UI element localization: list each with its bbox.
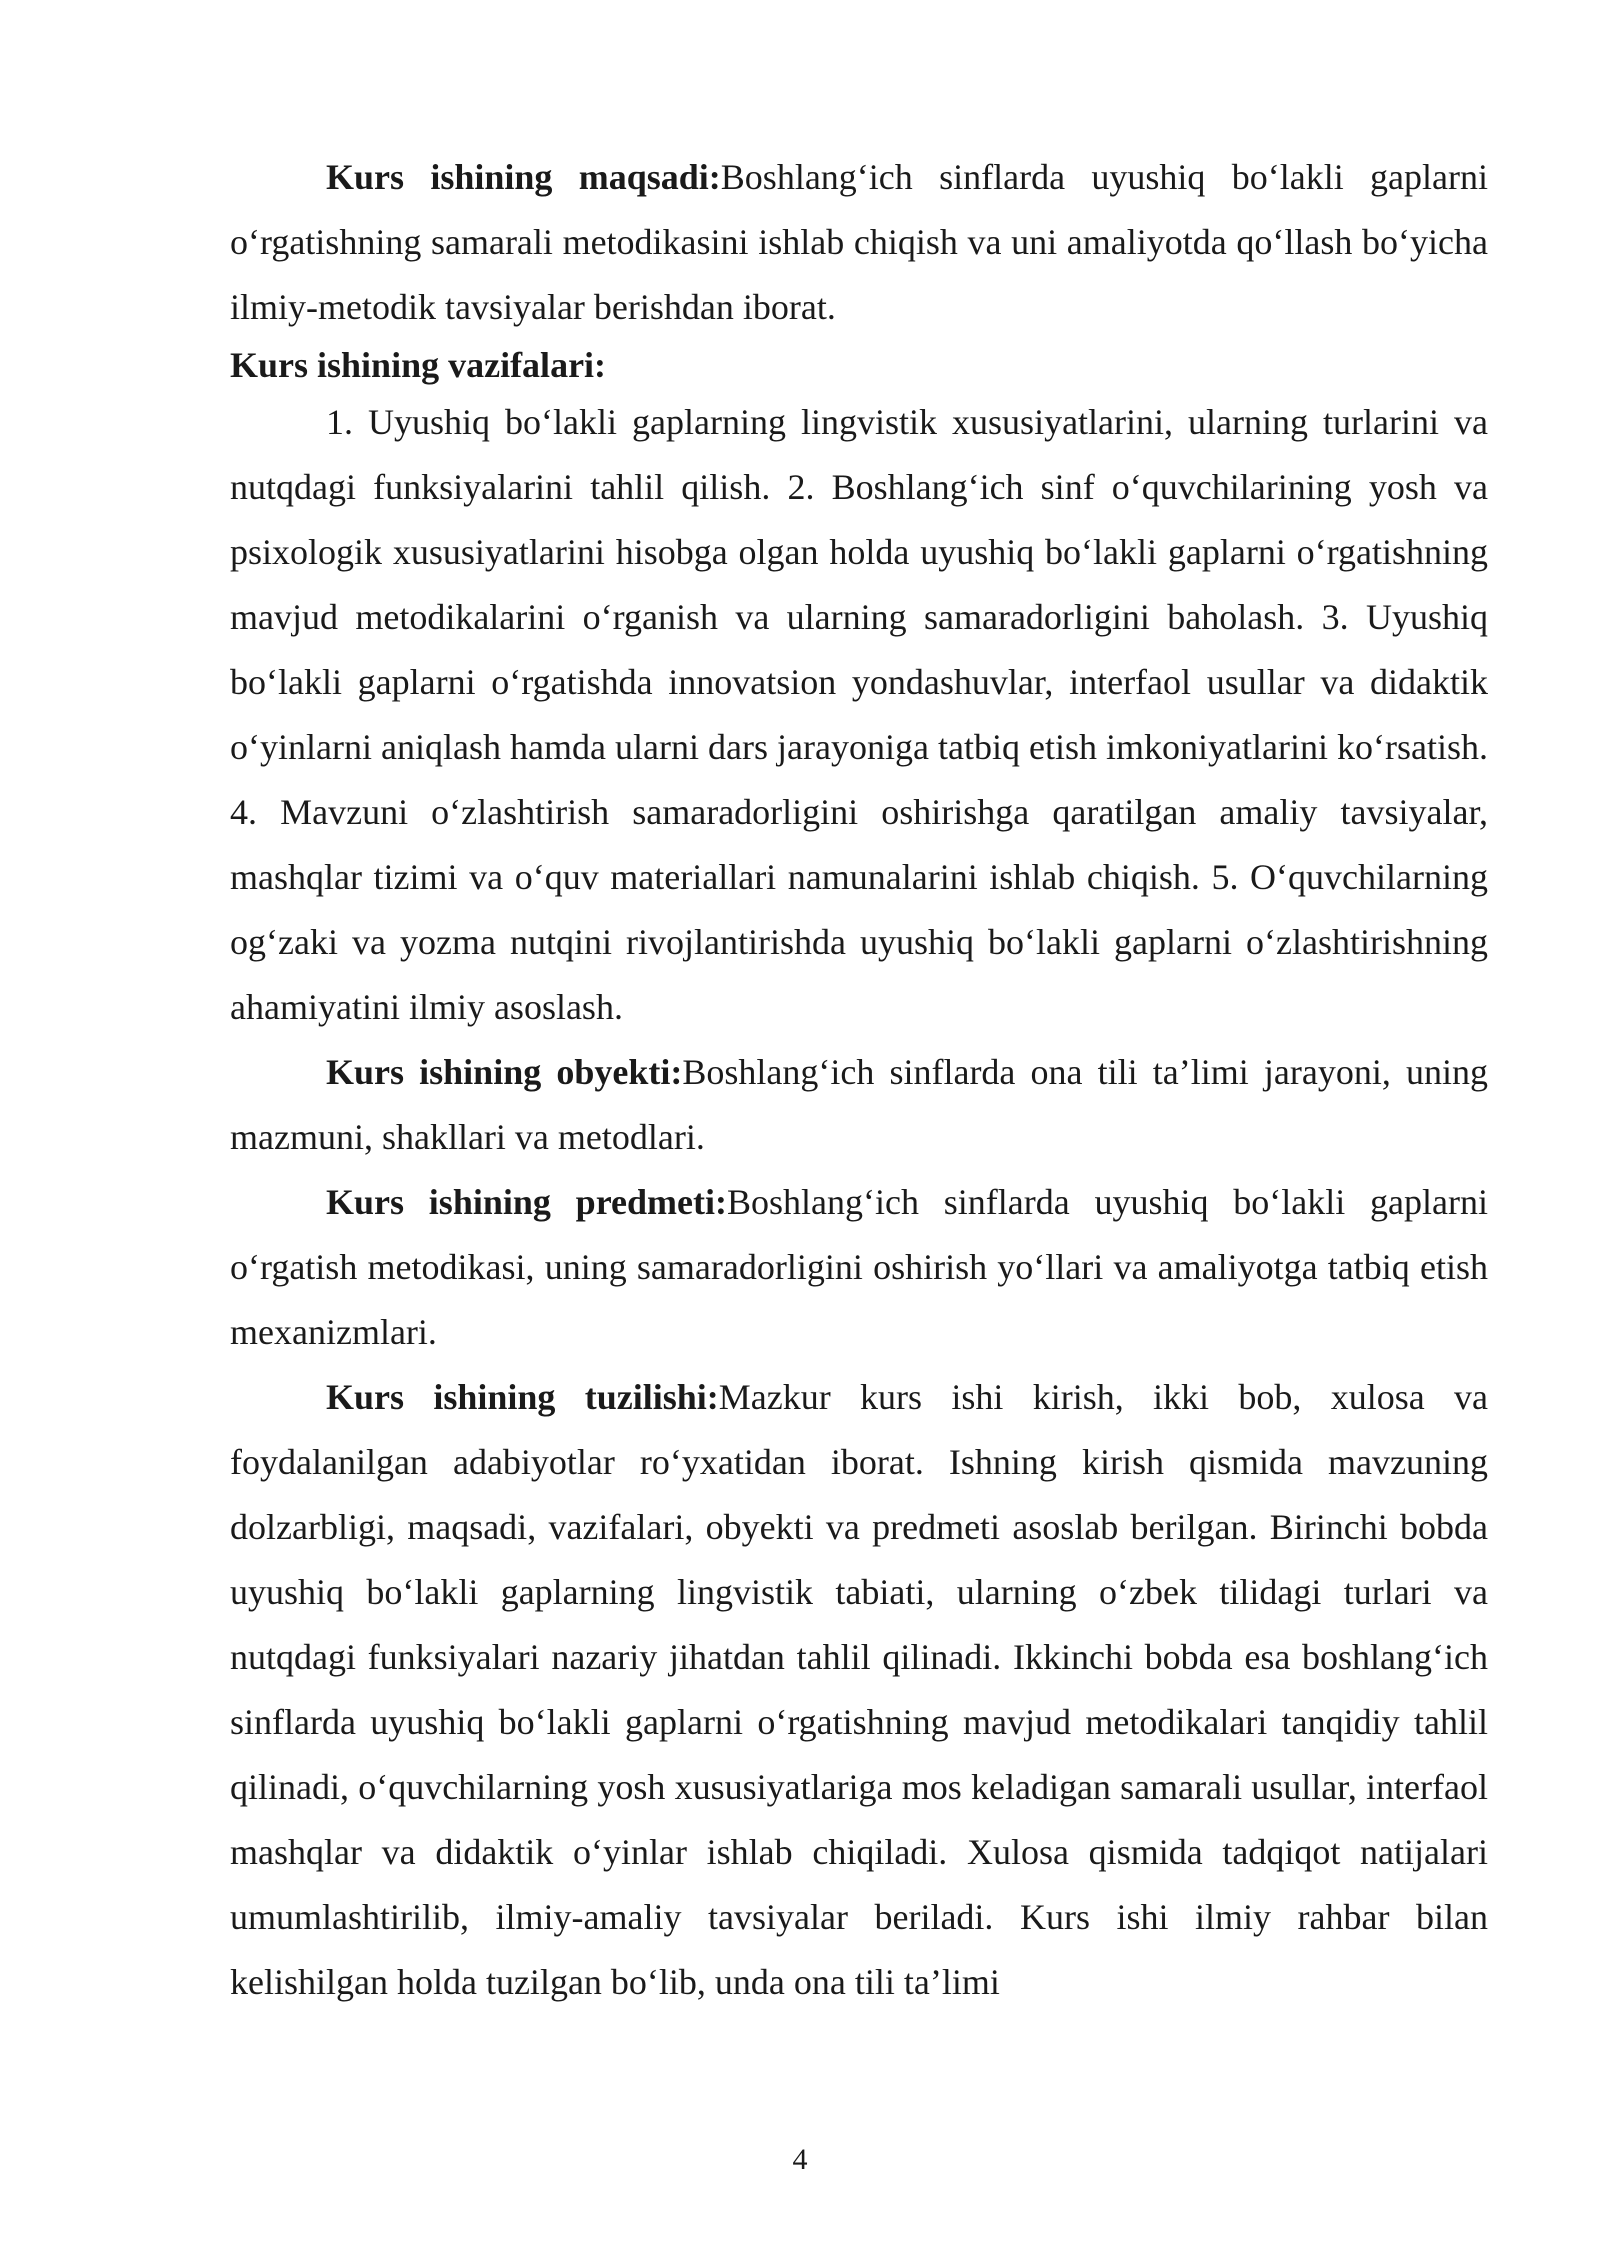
tasks-heading: Kurs ishining vazifalari: xyxy=(230,345,607,385)
goal-label: Kurs ishining maqsadi: xyxy=(326,157,721,197)
subject-text: Boshlang‘ich sinflarda uyushiq bo‘lakli gaplarni o‘rgatish metodikasi, uning samaradorligini oshirish yo‘llari va amaliyotga tatbiq etish mexanizmlari. xyxy=(230,1182,1489,1352)
tasks-paragraph xyxy=(230,390,1488,1040)
structure-label: Kurs ishining tuzilishi: xyxy=(326,1377,719,1417)
structure-paragraph xyxy=(230,1365,1488,2015)
subject-paragraph xyxy=(230,1170,1488,1365)
goal-paragraph xyxy=(230,145,1488,340)
tasks-text: 1. Uyushiq bo‘lakli gaplarning lingvistik xususiyatlarini, ularning turlarini va nutqdagi funksiyalarini tahlil qilish. 2. Boshlang‘ich sinf o‘quvchilarining yosh va psixologik xususiyatlarini hisobga olgan holda uyushiq bo‘lakli gaplarni o‘rgatishning mavjud metodikalarini o‘rganish va ularning samaradorligini baholash. 3. Uyushiq bo‘lakli gaplarni o‘rgatishda innovatsion yondashuvlar, interfaol usullar va didaktik o‘yinlarni aniqlash hamda ularni dars jarayoniga tatbiq etish imkoniyatlarini ko‘rsatish. 4. Mavzuni o‘zlashtirish samaradorligini oshirishga qaratilgan amaliy tavsiyalar, mashqlar tizimi va o‘quv materiallari namunalarini ishlab chiqish. 5. O‘quvchilarning og‘zaki va yozma nutqini rivojlantirishda uyushiq bo‘lakli gaplarni o‘zlashtirishning ahamiyatini ilmiy asoslash. xyxy=(230,402,1488,1027)
object-text: Boshlang‘ich sinflarda ona tili ta’limi jarayoni, uning mazmuni, shakllari va metodlari. xyxy=(230,1052,1488,1157)
goal-text: Boshlang‘ich sinflarda uyushiq bo‘lakli gaplarni o‘rgatishning samarali metodikasini ishlab chiqish va uni amaliyotda qo‘llash bo‘yicha ilmiy-metodik tavsiyalar berishdan iborat. xyxy=(230,157,1488,327)
subject-label: Kurs ishining predmeti: xyxy=(326,1182,727,1222)
document-page xyxy=(230,145,1488,2015)
object-label: Kurs ishining obyekti: xyxy=(326,1052,683,1092)
page-number: 4 xyxy=(792,2143,808,2176)
object-paragraph xyxy=(230,1040,1488,1170)
structure-text: Mazkur kurs ishi kirish, ikki bob, xulosa va foydalanilgan adabiyotlar ro‘yxatidan iborat. Ishning kirish qismida mavzuning dolzarbligi, maqsadi, vazifalari, obyekti va predmeti asoslab berilgan. Birinchi bobda uyushiq bo‘lakli gaplarning lingvistik tabiati, ularning o‘zbek tilidagi turlari va nutqdagi funksiyalari nazariy jihatdan tahlil qilinadi. Ikkinchi bobda esa boshlang‘ich sinflarda uyushiq bo‘lakli gaplarni o‘rgatishning mavjud metodikalari tanqidiy tahlil qilinadi, o‘quvchilarning yosh xususiyatlariga mos keladigan samarali usullar, interfaol mashqlar va didaktik o‘yinlar ishlab chiqiladi. Xulosa qismida tadqiqot natijalari umumlashtirilib, ilmiy-amaliy tavsiyalar beriladi. Kurs ishi ilmiy rahbar bilan kelishilgan holda tuzilgan bo‘lib, unda ona tili ta’limi xyxy=(230,1377,1488,2002)
